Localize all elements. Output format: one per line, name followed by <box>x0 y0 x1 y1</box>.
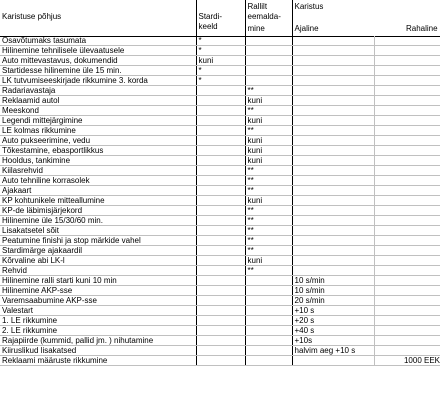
cell-rahaline <box>374 296 440 306</box>
cell-ajaline <box>292 176 374 186</box>
cell-ajaline: +10 s <box>292 306 374 316</box>
cell-stardikeeld <box>196 226 245 236</box>
cell-ajaline <box>292 216 374 226</box>
cell-ajaline <box>292 136 374 146</box>
cell-reason: Hilinemine AKP-sse <box>0 286 196 296</box>
table-row <box>0 66 440 76</box>
header-reason <box>0 0 196 37</box>
header-reason-label: Karistuse põhjus <box>2 12 62 21</box>
cell-stardikeeld <box>196 276 245 286</box>
cell-eemaldamine <box>245 316 292 326</box>
cell-ajaline: +20 s <box>292 316 374 326</box>
cell-rahaline <box>374 46 440 56</box>
table-row <box>0 206 440 216</box>
cell-rahaline <box>374 246 440 256</box>
cell-ajaline: halvim aeg +10 s <box>292 346 374 356</box>
cell-rahaline <box>374 286 440 296</box>
cell-eemaldamine: ** <box>245 86 292 96</box>
cell-stardikeeld <box>196 86 245 96</box>
cell-eemaldamine: ** <box>245 266 292 276</box>
cell-rahaline <box>374 116 440 126</box>
cell-eemaldamine <box>245 56 292 66</box>
cell-rahaline <box>374 56 440 66</box>
cell-reason: Auto pukseerimine, vedu <box>0 136 196 146</box>
cell-ajaline <box>292 46 374 56</box>
cell-reason: LE kolmas rikkumine <box>0 126 196 136</box>
cell-ajaline: 20 s/min <box>292 296 374 306</box>
cell-reason: Kiilasrehvid <box>0 166 196 176</box>
cell-stardikeeld: * <box>196 46 245 56</box>
cell-eemaldamine <box>245 306 292 316</box>
cell-stardikeeld <box>196 296 245 306</box>
cell-eemaldamine: ** <box>245 246 292 256</box>
cell-stardikeeld: kuni <box>196 56 245 66</box>
cell-ajaline <box>292 206 374 216</box>
cell-rahaline <box>374 216 440 226</box>
table-row <box>0 186 440 196</box>
table-row <box>0 166 440 176</box>
cell-reason: Hilinemine ralli starti kuni 10 min <box>0 276 196 286</box>
cell-reason: KP-de läbimisjärjekord <box>0 206 196 216</box>
cell-reason: Valestart <box>0 306 196 316</box>
table-row <box>0 136 440 146</box>
header-karistus-group: Karistus <box>294 2 324 11</box>
table-row <box>0 156 440 166</box>
table-row <box>0 216 440 226</box>
table-row <box>0 236 440 246</box>
cell-stardikeeld <box>196 126 245 136</box>
cell-reason: Reklaamid autol <box>0 96 196 106</box>
cell-rahaline <box>374 316 440 326</box>
cell-stardikeeld <box>196 266 245 276</box>
header-row <box>0 0 440 37</box>
cell-reason: Kõrvaline abi LK-l <box>0 256 196 266</box>
cell-rahaline <box>374 336 440 346</box>
cell-eemaldamine: ** <box>245 236 292 246</box>
cell-eemaldamine <box>245 356 292 366</box>
cell-rahaline <box>374 166 440 176</box>
cell-eemaldamine: kuni <box>245 96 292 106</box>
cell-rahaline: 1000 EEK <box>374 356 440 366</box>
cell-eemaldamine: kuni <box>245 256 292 266</box>
cell-eemaldamine <box>245 276 292 286</box>
table-row <box>0 246 440 256</box>
cell-rahaline <box>374 256 440 266</box>
cell-eemaldamine: ** <box>245 186 292 196</box>
penalty-table <box>0 36 440 366</box>
cell-reason: 1. LE rikkumine <box>0 316 196 326</box>
cell-eemaldamine <box>245 66 292 76</box>
cell-reason: Legendi mittejärgimine <box>0 116 196 126</box>
cell-eemaldamine <box>245 296 292 306</box>
cell-ajaline: 10 s/min <box>292 276 374 286</box>
cell-reason: Startidesse hilinemine üle 15 min. <box>0 66 196 76</box>
cell-stardikeeld <box>196 106 245 116</box>
cell-ajaline <box>292 256 374 266</box>
cell-ajaline <box>292 76 374 86</box>
table-row <box>0 286 440 296</box>
cell-eemaldamine <box>245 286 292 296</box>
cell-ajaline <box>292 126 374 136</box>
cell-stardikeeld <box>196 136 245 146</box>
cell-stardikeeld <box>196 96 245 106</box>
cell-reason: Tõkestamine, ebasportlikkus <box>0 146 196 156</box>
cell-rahaline <box>374 136 440 146</box>
cell-eemaldamine: ** <box>245 176 292 186</box>
header-eemaldamine-line3: mine <box>247 24 265 33</box>
cell-reason: Rehvid <box>0 266 196 276</box>
cell-stardikeeld <box>196 206 245 216</box>
cell-ajaline <box>292 106 374 116</box>
cell-rahaline <box>374 66 440 76</box>
cell-eemaldamine: kuni <box>245 146 292 156</box>
table-row <box>0 46 440 56</box>
header-ajaline <box>292 0 374 37</box>
cell-reason: Reklaami määruste rikkumine <box>0 356 196 366</box>
cell-stardikeeld <box>196 216 245 226</box>
cell-reason: Lisakatsetel sõit <box>0 226 196 236</box>
cell-ajaline: +10s <box>292 336 374 346</box>
cell-rahaline <box>374 326 440 336</box>
cell-rahaline <box>374 156 440 166</box>
cell-rahaline <box>374 346 440 356</box>
cell-ajaline <box>292 266 374 276</box>
table-row <box>0 256 440 266</box>
cell-stardikeeld <box>196 236 245 246</box>
header-stardikeeld-line2: keeld <box>198 22 218 31</box>
cell-reason: KP kohtunikele mitteallumine <box>0 196 196 206</box>
cell-rahaline <box>374 86 440 96</box>
cell-ajaline <box>292 246 374 256</box>
cell-reason: Peatumine finishi ja stop märkide vahel <box>0 236 196 246</box>
cell-ajaline <box>292 166 374 176</box>
cell-rahaline <box>374 306 440 316</box>
header-eemaldamine-line1: Rallilt <box>247 2 268 11</box>
table-row <box>0 296 440 306</box>
cell-reason: LK tutvumiseeskirjade rikkumine 3. korda <box>0 76 196 86</box>
cell-stardikeeld <box>196 306 245 316</box>
table-row <box>0 96 440 106</box>
cell-eemaldamine <box>245 76 292 86</box>
cell-ajaline <box>292 226 374 236</box>
cell-reason: Auto tehniline korrasolek <box>0 176 196 186</box>
header-stardikeeld-line1: Stardi- <box>198 12 223 21</box>
cell-eemaldamine: ** <box>245 126 292 136</box>
cell-rahaline <box>374 36 440 46</box>
table-row <box>0 356 440 366</box>
cell-rahaline <box>374 266 440 276</box>
cell-reason: Ajakaart <box>0 186 196 196</box>
cell-ajaline <box>292 146 374 156</box>
table-row <box>0 326 440 336</box>
cell-ajaline: +40 s <box>292 326 374 336</box>
cell-ajaline <box>292 356 374 366</box>
cell-eemaldamine <box>245 36 292 46</box>
table-row <box>0 226 440 236</box>
cell-rahaline <box>374 106 440 116</box>
header-rahaline-label: Rahaline <box>406 24 438 33</box>
cell-eemaldamine: ** <box>245 226 292 236</box>
cell-ajaline: 10 s/min <box>292 286 374 296</box>
header-eemaldamine <box>245 0 292 37</box>
cell-ajaline <box>292 156 374 166</box>
table-row <box>0 126 440 136</box>
cell-rahaline <box>374 236 440 246</box>
cell-reason: Hooldus, tankimine <box>0 156 196 166</box>
cell-eemaldamine: kuni <box>245 196 292 206</box>
cell-stardikeeld <box>196 156 245 166</box>
table-row <box>0 306 440 316</box>
cell-reason: Radariavastaja <box>0 86 196 96</box>
cell-stardikeeld <box>196 196 245 206</box>
table-row <box>0 36 440 46</box>
cell-rahaline <box>374 186 440 196</box>
cell-ajaline <box>292 66 374 76</box>
cell-rahaline <box>374 176 440 186</box>
cell-rahaline <box>374 226 440 236</box>
cell-eemaldamine: kuni <box>245 136 292 146</box>
table-row <box>0 196 440 206</box>
cell-reason: Rajapiirde (kummid, pallid jm. ) nihutamine <box>0 336 196 346</box>
cell-rahaline <box>374 96 440 106</box>
header-stardikeeld <box>196 0 245 37</box>
table-row <box>0 266 440 276</box>
cell-eemaldamine <box>245 326 292 336</box>
table-row <box>0 106 440 116</box>
cell-stardikeeld <box>196 336 245 346</box>
cell-reason: Hilinemine tehnilisele ülevaatusele <box>0 46 196 56</box>
cell-stardikeeld <box>196 146 245 156</box>
cell-ajaline <box>292 86 374 96</box>
table-row <box>0 56 440 66</box>
cell-stardikeeld <box>196 166 245 176</box>
cell-ajaline <box>292 116 374 126</box>
cell-ajaline <box>292 36 374 46</box>
cell-eemaldamine: ** <box>245 216 292 226</box>
cell-reason: Kiiruslikud lisakatsed <box>0 346 196 356</box>
cell-stardikeeld <box>196 116 245 126</box>
cell-reason: Osavõtumaks tasumata <box>0 36 196 46</box>
cell-eemaldamine: ** <box>245 106 292 116</box>
cell-stardikeeld <box>196 356 245 366</box>
cell-eemaldamine: kuni <box>245 116 292 126</box>
cell-eemaldamine <box>245 346 292 356</box>
cell-rahaline <box>374 76 440 86</box>
cell-eemaldamine <box>245 46 292 56</box>
cell-stardikeeld <box>196 326 245 336</box>
cell-rahaline <box>374 276 440 286</box>
cell-rahaline <box>374 146 440 156</box>
cell-reason: Auto mittevastavus, dokumendid <box>0 56 196 66</box>
cell-stardikeeld <box>196 246 245 256</box>
cell-stardikeeld <box>196 176 245 186</box>
cell-ajaline <box>292 236 374 246</box>
cell-rahaline <box>374 196 440 206</box>
cell-eemaldamine: ** <box>245 166 292 176</box>
cell-ajaline <box>292 196 374 206</box>
table-row <box>0 336 440 346</box>
cell-stardikeeld <box>196 316 245 326</box>
header-ajaline-label: Ajaline <box>294 24 319 33</box>
cell-eemaldamine: ** <box>245 206 292 216</box>
table-row <box>0 276 440 286</box>
cell-reason: 2. LE rikkumine <box>0 326 196 336</box>
cell-stardikeeld: * <box>196 36 245 46</box>
cell-stardikeeld: * <box>196 66 245 76</box>
cell-stardikeeld <box>196 346 245 356</box>
cell-stardikeeld <box>196 286 245 296</box>
cell-stardikeeld <box>196 186 245 196</box>
cell-eemaldamine: kuni <box>245 156 292 166</box>
cell-stardikeeld <box>196 256 245 266</box>
cell-ajaline <box>292 56 374 66</box>
table-row <box>0 116 440 126</box>
header-eemaldamine-line2: eemalda- <box>247 12 281 21</box>
cell-reason: Stardimärge ajakaardil <box>0 246 196 256</box>
table-row <box>0 316 440 326</box>
table-row <box>0 346 440 356</box>
table-row <box>0 86 440 96</box>
cell-eemaldamine <box>245 336 292 346</box>
table-row <box>0 176 440 186</box>
cell-reason: Varemsaabumine AKP-sse <box>0 296 196 306</box>
table-row <box>0 146 440 156</box>
cell-rahaline <box>374 206 440 216</box>
cell-stardikeeld: * <box>196 76 245 86</box>
header-rahaline <box>374 0 440 37</box>
cell-ajaline <box>292 186 374 196</box>
cell-rahaline <box>374 126 440 136</box>
table-row <box>0 76 440 86</box>
cell-reason: Hilinemine üle 15/30/60 min. <box>0 216 196 226</box>
cell-ajaline <box>292 96 374 106</box>
cell-reason: Meeskond <box>0 106 196 116</box>
